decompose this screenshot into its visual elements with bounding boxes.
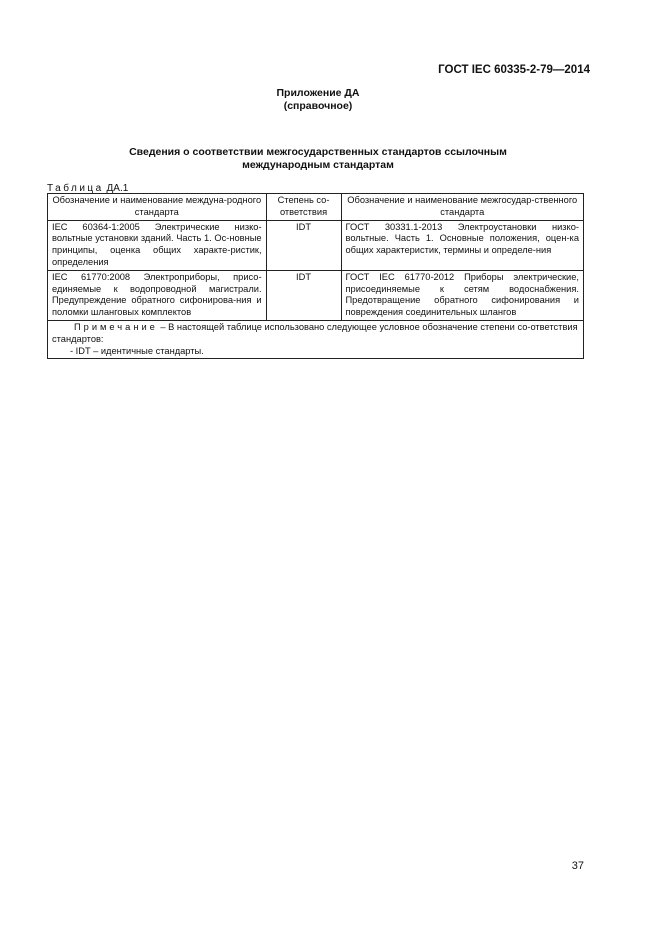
appendix-heading [0,87,636,113]
cell-international-standard: IEC 60364-1:2005 Электрические низко-вольтные установки зданий. Часть 1. Ос-новные принципы, оценка общих характе-ристик, определения [48,220,267,270]
table-caption-word: Таблица [47,183,104,194]
section-title [0,146,636,172]
header-interstate-standard: Обозначение и наименование межгосудар-ственного стандарта [341,194,584,221]
cell-interstate-standard: ГОСТ 30331.1-2013 Электроустановки низко-вольтные. Часть 1. Основные положения, оцен-ка общих характеристик, термины и определе-ния [341,220,584,270]
note-label: Примечание [74,321,158,332]
table-note [48,320,584,358]
appendix-subtitle: (справочное) [283,100,353,112]
cell-international-standard: IEC 61770:2008 Электроприборы, присо-единяемые к водопроводной магистрали. Предупреждение обратного сифонирова-ния и поломки шланговых комплектов [48,270,267,320]
table-caption-id: ДА.1 [106,183,129,194]
table-header-row [48,194,584,221]
page-number: 37 [571,860,584,872]
standards-correspondence-table [47,193,584,359]
table-row [48,270,584,320]
cell-degree: IDT [266,220,341,270]
header-international-standard: Обозначение и наименование междуна-родного стандарта [48,194,267,221]
cell-degree: IDT [266,270,341,320]
header-degree-of-correspondence: Степень со-ответствия [266,194,341,221]
appendix-title: Приложение ДА [276,87,360,99]
cell-interstate-standard: ГОСТ IEC 61770-2012 Приборы электрические, присоединяемые к сетям водоснабжения. Предотвращение обратного сифонирования и повреждения соединительных шлангов [341,270,584,320]
section-title-line-1: Сведения о соответствии межгосударственных стандартов ссылочным [129,146,507,158]
table-note-row [48,320,584,358]
note-item: - IDT – идентичные стандарты. [70,345,204,356]
section-title-line-2: международным стандартам [242,159,394,171]
document-code: ГОСТ IEC 60335-2-79—2014 [438,64,590,76]
note-text: – В настоящей таблице использовано следующее условное обозначение степени со-ответствия стандартов: [52,321,578,344]
table-row [48,220,584,270]
